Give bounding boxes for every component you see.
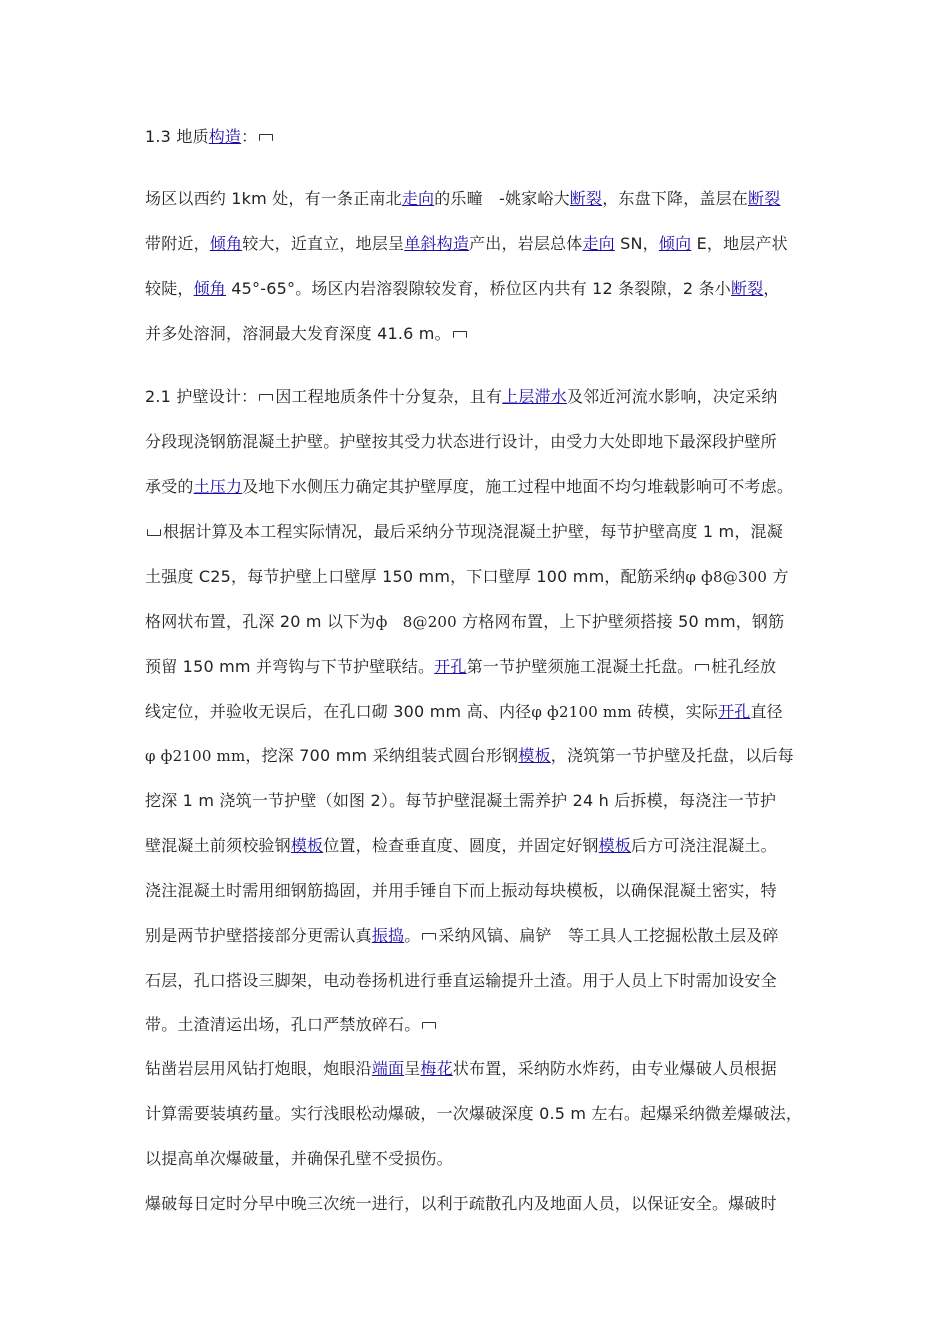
paragraph-line [145, 521, 783, 543]
text-run: 的乐疃 -姚家峪大 [434, 189, 570, 208]
text-run: 较陡， [145, 279, 194, 298]
paragraph-line [145, 1103, 802, 1125]
text-run: 桩孔经放 [711, 657, 777, 676]
text-run: 挖深 1 m 浇筑一节护壁（如图 2）。每节护壁混凝土需养护 24 h 后拆模，每浇注一节护 [145, 791, 777, 810]
rebar-spec-text: φ ф8@300 [685, 568, 768, 586]
paragraph-line [145, 970, 777, 992]
paragraph-line [145, 1148, 453, 1170]
paragraph-line [145, 386, 778, 408]
text-run: 承受的 [145, 477, 194, 496]
term-link[interactable]: 走向 [401, 189, 435, 208]
text-run: 因工程地质条件十分复杂，且有 [275, 387, 503, 406]
term-link[interactable]: 单斜构造 [404, 234, 470, 253]
text-run: 预留 150 mm 并弯钩与下节护壁联结。 [145, 657, 435, 676]
text-run: 带附近， [145, 234, 210, 253]
text-run: 砖模，实际 [631, 702, 719, 721]
text-run: 格网状布置，孔深 20 m 以下为 [145, 612, 376, 631]
text-run: 产出，岩层总体 [469, 234, 583, 253]
term-link[interactable]: 走向 [582, 234, 615, 253]
text-run: 计算需要装填药量。实行浅眼松动爆破，一次爆破深度 0.5 m 左右。起爆采纳微差爆破法， [145, 1104, 803, 1123]
term-link[interactable]: 构造 [208, 127, 242, 146]
text-run: 方 [767, 567, 789, 586]
text-run: 位置，检查垂直度、圆度，并固定好钢 [323, 836, 599, 855]
term-link[interactable]: 上层滞水 [502, 387, 567, 406]
paragraph-line [145, 431, 777, 453]
term-link[interactable]: 开孔 [434, 657, 467, 676]
text-run: 呈 [404, 1059, 421, 1078]
text-run: ，东盘下降，盖层在 [602, 189, 749, 208]
paragraph-mark-icon [259, 134, 273, 141]
paragraph-line [145, 233, 788, 255]
paragraph-mark-icon [422, 1022, 436, 1029]
text-run: SN， [614, 234, 659, 253]
text-run: 钻凿岩层用风钻打炮眼，炮眼沿 [145, 1059, 372, 1078]
term-link[interactable]: 梅花 [420, 1059, 453, 1078]
text-run: 采纳风镐、扁铲 等工具人工挖掘松散土层及碎 [438, 926, 779, 945]
text-run: 别是两节护壁搭接部分更需认真 [145, 926, 372, 945]
text-run: ，挖深 700 mm 采纳组装式圆台形钢 [245, 746, 519, 765]
text-run: 浇注混凝土时需用细钢筋捣固，并用手锤自下而上振动每块模板，以确保混凝土密实，特 [145, 881, 777, 900]
text-run: 以提高单次爆破量，并确保孔壁不受损伤。 [145, 1149, 453, 1168]
paragraph-line [145, 1058, 777, 1080]
paragraph-line [145, 835, 777, 857]
rebar-spec-text: ф 8@200 [375, 613, 457, 631]
paragraph-line [145, 925, 779, 947]
text-run: 第一节护壁须施工混凝土托盘。 [466, 657, 694, 676]
text-run: 较大，近直立，地层呈 [242, 234, 405, 253]
text-run: 爆破每日定时分早中晚三次统一进行，以利于疏散孔内及地面人员，以保证安全。爆破时 [145, 1194, 777, 1213]
text-run: 并多处溶洞，溶洞最大发育深度 41.6 m。 [145, 324, 451, 343]
paragraph-line [145, 278, 780, 300]
paragraph-line [145, 701, 783, 723]
term-link[interactable]: 倾向 [658, 234, 692, 253]
paragraph-line [145, 656, 776, 678]
paragraph-line [145, 790, 776, 812]
rebar-spec-text: φ ф2100 mm [531, 703, 632, 721]
paragraph-line [145, 476, 793, 498]
text-run: 。 [404, 926, 421, 945]
term-link[interactable]: 模板 [518, 746, 551, 765]
text-run: 后方可浇注混凝土。 [631, 836, 777, 855]
text-run: 及地下水侧压力确定其护壁厚度，施工过程中地面不均匀堆载影响可不考虑。 [242, 477, 794, 496]
paragraph-line [145, 1193, 777, 1215]
paragraph-line [145, 566, 789, 588]
term-link[interactable]: 断裂 [748, 189, 781, 208]
paragraph-line [145, 745, 794, 767]
text-run: 土强度 C25，每节护壁上口壁厚 150 mm，下口壁厚 100 mm，配筋采纳 [145, 567, 686, 586]
term-link[interactable]: 倾角 [209, 234, 243, 253]
text-run: ，浇筑第一节护壁及托盘，以后每 [550, 746, 794, 765]
term-link[interactable]: 振捣 [371, 926, 405, 945]
text-run: 直径 [750, 702, 783, 721]
text-run: 带。土渣清运出场，孔口严禁放碎石。 [145, 1015, 421, 1034]
text-run: ： [241, 127, 258, 146]
text-run: 2.1 护壁设计： [145, 387, 258, 406]
paragraph-line [145, 880, 777, 902]
text-run: 分段现浇钢筋混凝土护壁。护壁按其受力状态进行设计，由受力大处即地下最深段护壁所 [145, 432, 777, 451]
rebar-spec-text: φ ф2100 mm [145, 747, 246, 765]
paragraph-line [145, 126, 275, 148]
text-run: 壁混凝土前须校验钢 [145, 836, 291, 855]
term-link[interactable]: 端面 [371, 1059, 405, 1078]
text-run: 45°-65°。场区内岩溶裂隙较发育，桥位区内共有 12 条裂隙，2 条小 [226, 279, 731, 298]
term-link[interactable]: 开孔 [718, 702, 751, 721]
text-run: 石层，孔口搭设三脚架，电动卷扬机进行垂直运输提升土渣。用于人员上下时需加设安全 [145, 971, 777, 990]
text-run: E，地层产状 [691, 234, 788, 253]
term-link[interactable]: 模板 [598, 836, 632, 855]
paragraph-line [145, 323, 469, 345]
term-link[interactable]: 模板 [290, 836, 324, 855]
term-link[interactable]: 断裂 [731, 279, 764, 298]
paragraph-mark-icon [695, 664, 709, 671]
text-run: 及邻近河流水影响，决定采纳 [566, 387, 778, 406]
term-link[interactable]: 断裂 [569, 189, 603, 208]
paragraph-mark-icon [422, 933, 436, 940]
paragraph-mark-icon [259, 394, 273, 401]
text-run: 根据计算及本工程实际情况，最后采纳分节现浇混凝土护壁，每节护壁高度 1 m，混凝 [163, 522, 783, 541]
text-run: ， [763, 279, 780, 298]
text-run: 1.3 地质 [145, 127, 209, 146]
text-run: 场区以西约 1km 处，有一条正南北 [145, 189, 402, 208]
text-run: 线定位，并验收无误后，在孔口砌 300 mm 高、内径 [145, 702, 532, 721]
paragraph-mark-icon [147, 529, 161, 536]
text-run: 状布置，采纳防水炸药，由专业爆破人员根据 [452, 1059, 777, 1078]
paragraph-line [145, 188, 780, 210]
paragraph-line [145, 1014, 438, 1036]
text-run: 方格网布置，上下护壁须搭接 50 mm，钢筋 [456, 612, 785, 631]
term-link[interactable]: 倾角 [193, 279, 227, 298]
paragraph-mark-icon [453, 331, 467, 338]
term-link[interactable]: 土压力 [193, 477, 243, 496]
paragraph-line [145, 611, 784, 633]
